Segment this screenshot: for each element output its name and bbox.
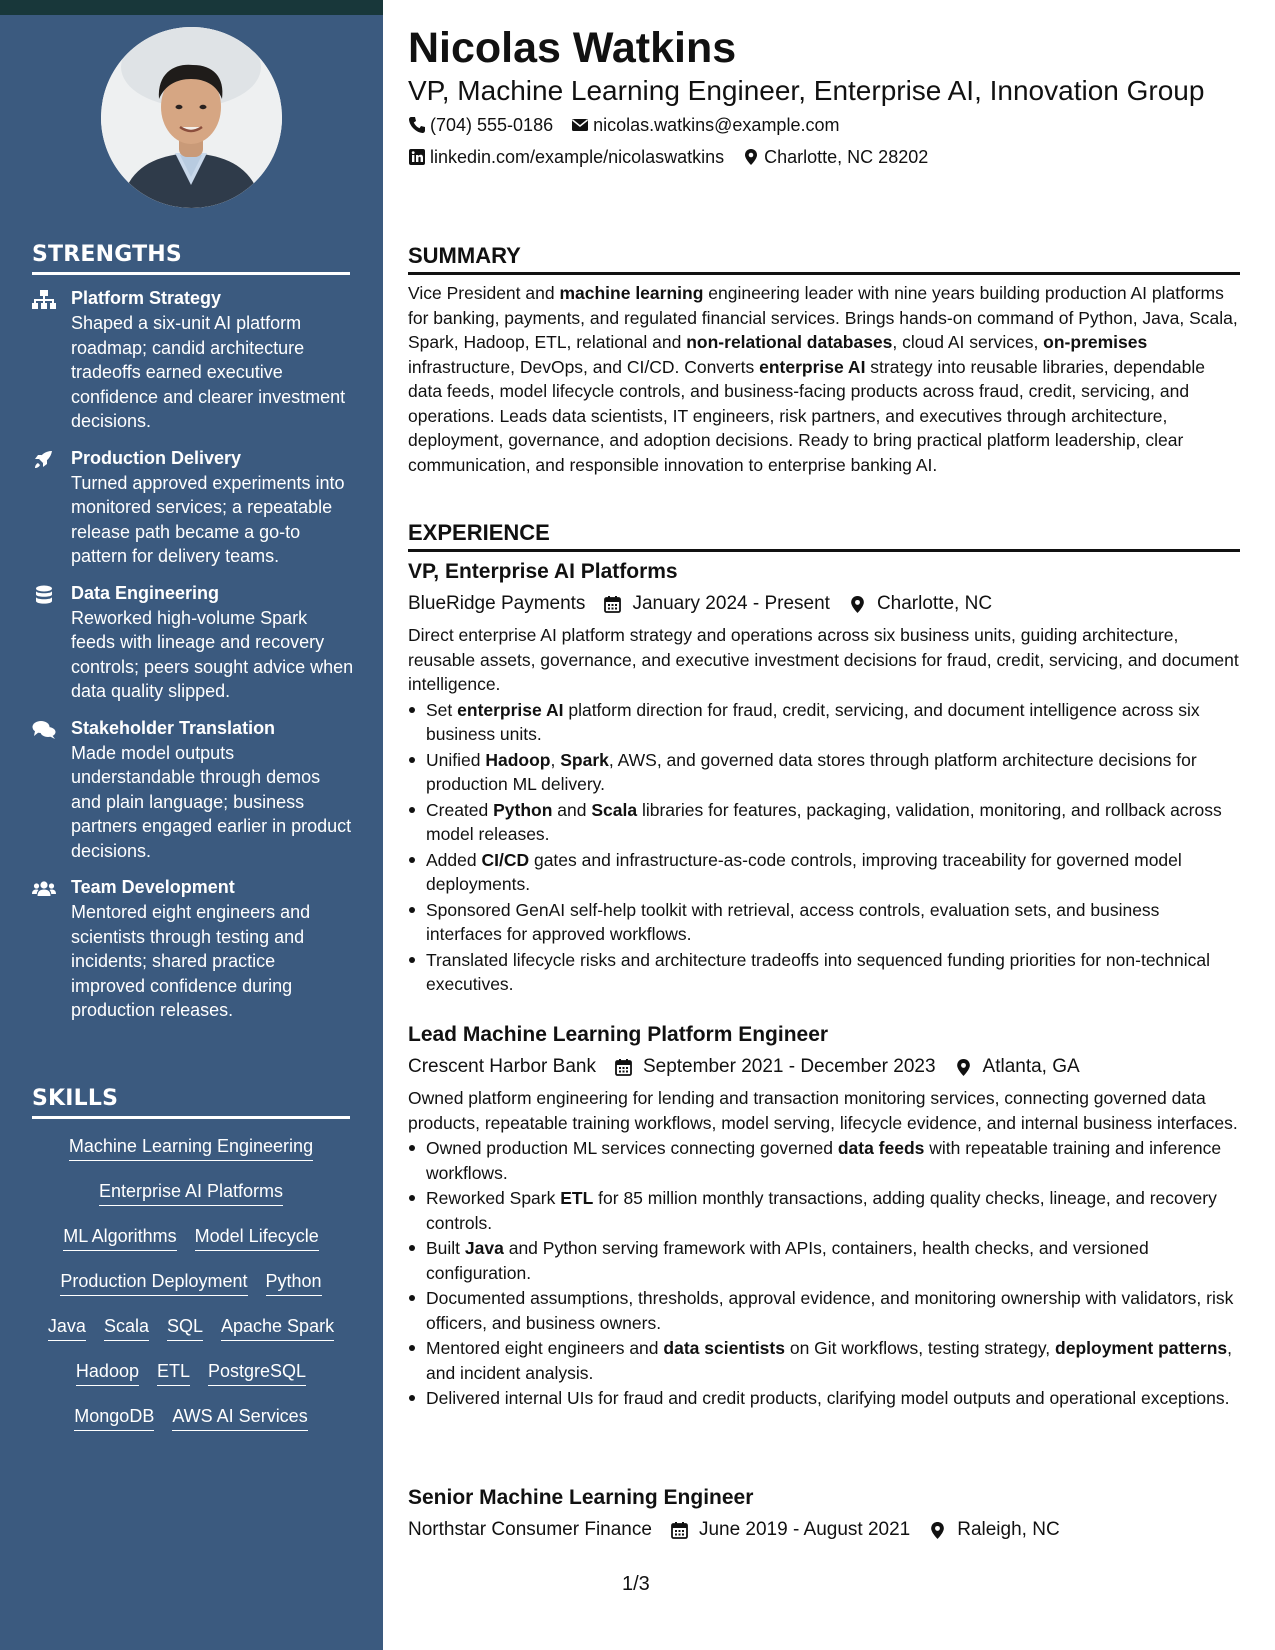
bullet-text: , and incident analysis. (426, 1338, 1233, 1383)
job-title: Senior Machine Learning Engineer (408, 1486, 754, 1509)
skill-tag: Machine Learning Engineering (69, 1134, 313, 1161)
strength-text: Shaped a six-unit AI platform roadmap; candid architecture tradeoffs earned executive confidence and clearer investment decisions. (71, 313, 346, 431)
job-meta (408, 1052, 1240, 1082)
bullet-bold: ETL (560, 1188, 594, 1208)
skill-tag: ML Algorithms (63, 1224, 176, 1251)
linkedin-text[interactable]: linkedin.com/example/nicolaswatkins (430, 147, 725, 167)
calendar-icon (603, 595, 622, 614)
job-company: Northstar Consumer Finance (408, 1519, 652, 1540)
job-description: Owned platform engineering for lending and transaction monitoring services, connecting governed data products, repeatable training workflows, model serving, lifecycle evidence, and internal business interfaces. (408, 1088, 1238, 1133)
bullet-text: on Git workflows, testing strategy, (784, 1338, 1056, 1358)
envelope-icon (571, 116, 589, 134)
job-dates-text: September 2021 - December 2023 (642, 1056, 936, 1077)
bullet-bold: Scala (591, 799, 638, 820)
skills-row (32, 1269, 350, 1314)
summary-segment-bold: non-relational databases (686, 332, 893, 352)
job-dates-text: June 2019 - August 2021 (698, 1519, 911, 1540)
job-title: Lead Machine Learning Platform Engineer (408, 1023, 829, 1046)
skills-row (32, 1224, 350, 1269)
strength-item (32, 286, 354, 434)
skill-tag: SQL (167, 1314, 203, 1341)
strength-title: Production Delivery (71, 447, 242, 468)
phone-text: (704) 555-0186 (430, 115, 554, 135)
bullet-text: Mentored eight engineers and (426, 1338, 664, 1358)
bullet-text: Delivered internal UIs for fraud and credit products, clarifying model outputs and operational exceptions. (426, 1388, 1230, 1408)
map-pin-icon (928, 1521, 947, 1540)
strength-text: Reworked high-volume Spark feeds with lineage and recovery controls; peers sought advice when data quality slipped. (71, 607, 354, 701)
strengths-heading: STRENGTHS (32, 242, 350, 275)
skills-row (32, 1359, 350, 1404)
contact-phone (408, 113, 553, 137)
bullet-text: libraries for features, packaging, validation, monitoring, and rollback across model releases. (426, 799, 1222, 844)
bullet-text: for 85 million monthly transactions, adding quality checks, lineage, and recovery controls. (426, 1188, 1217, 1233)
bullet-text: Sponsored GenAI self-help toolkit with retrieval, access controls, evaluation sets, and business interfaces for approved workflows. (426, 899, 1160, 944)
skill-tag: Enterprise AI Platforms (99, 1179, 283, 1206)
sitemap-icon (32, 290, 56, 310)
bullet-text: and (552, 799, 592, 820)
job-dates-text: January 2024 - Present (632, 593, 830, 614)
job-location-text: Atlanta, GA (982, 1056, 1080, 1077)
bullet-item (408, 948, 1240, 997)
bullet-text: Translated lifecycle risks and architecture tradeoffs into sequenced funding priorities for non-technical executives. (426, 949, 1211, 994)
strength-title: Team Development (71, 877, 235, 897)
bullet-text: gates and infrastructure-as-code controls, improving traceability for governed model deployments. (426, 849, 1182, 894)
page-number: 1/3 (622, 1573, 650, 1595)
job-title: VP, Enterprise AI Platforms (408, 560, 678, 583)
strength-text: Made model outputs understandable through demos and plain language; business partners engaged earlier in product decisions. (71, 742, 352, 861)
bullet-item (408, 748, 1240, 797)
summary-segment: infrastructure, DevOps, and CI/CD. Converts (408, 356, 760, 377)
skill-tag: Model Lifecycle (195, 1224, 319, 1251)
linkedin-icon (408, 148, 426, 166)
bullet-item (408, 1186, 1240, 1235)
job-company: BlueRidge Payments (408, 593, 586, 614)
skill-tag: ETL (157, 1359, 190, 1386)
job-entry (408, 1483, 1240, 1545)
job-location (848, 589, 992, 619)
summary-segment: Vice President and (408, 283, 560, 303)
job-location-text: Raleigh, NC (957, 1519, 1060, 1540)
phone-icon (408, 116, 426, 134)
bullet-bold: enterprise AI (457, 699, 564, 720)
bullet-item (408, 698, 1240, 747)
skills-heading: SKILLS (32, 1086, 350, 1119)
skill-tag: AWS AI Services (172, 1404, 307, 1431)
bullet-text: Owned production ML services connecting governed (426, 1138, 838, 1158)
skill-tag: PostgreSQL (208, 1359, 306, 1386)
summary-segment-bold: enterprise AI (759, 356, 866, 377)
profile-photo (101, 27, 282, 208)
calendar-icon (614, 1058, 633, 1077)
bullet-text: , AWS, and governed data stores through platform architecture decisions for production ML delivery. (426, 749, 1197, 794)
email-text[interactable]: nicolas.watkins@example.com (593, 115, 840, 135)
job-dates (614, 1052, 936, 1082)
job-meta (408, 589, 1240, 619)
candidate-name: Nicolas Watkins (408, 24, 737, 72)
strength-item (32, 446, 354, 569)
job-bullets (408, 698, 1240, 997)
summary-segment-bold: machine learning (559, 283, 704, 303)
avatar (101, 27, 282, 208)
bullet-bold: data scientists (663, 1338, 785, 1358)
map-pin-icon (848, 595, 867, 614)
job-bullets (408, 1136, 1240, 1411)
sidebar (0, 0, 383, 1650)
job-entry (408, 1020, 1240, 1412)
bullet-bold: CI/CD (481, 849, 530, 870)
job-description: Direct enterprise AI platform strategy and operations across six business units, guiding architecture, reusable assets, governance, and executive investment decisions for fraud, credit, servicing, and document intelligence. (408, 625, 1239, 694)
bullet-bold: Python (493, 799, 553, 820)
skills-row (32, 1179, 350, 1224)
job-location (954, 1052, 1080, 1082)
skills-row (32, 1404, 350, 1449)
bullet-item (408, 1136, 1240, 1185)
strength-item (32, 716, 354, 864)
bullet-text: Added (426, 849, 482, 870)
strength-text: Turned approved experiments into monitored services; a repeatable release path became a go-to pattern for delivery teams. (71, 472, 345, 566)
skill-tag: MongoDB (74, 1404, 154, 1431)
strength-text: Mentored eight engineers and scientists through testing and incidents; shared practice improved confidence during production releases. (71, 902, 311, 1020)
bullet-text: and Python serving framework with APIs, containers, health checks, and versioned configuration. (426, 1238, 1149, 1283)
map-pin-icon (742, 148, 760, 166)
summary-segment: strategy into reusable libraries, dependable data feeds, model lifecycle controls, and business-facing products across fraud, credit, servicing, and operations. Leads data scientists, IT engineers, risk partners, and executives through architecture, deployment, governance, and adoption decisions. Ready to bring practical platform leadership, clear communication, and responsible innovation to enterprise banking AI. (408, 356, 1205, 475)
location-text: Charlotte, NC 28202 (764, 147, 929, 167)
job-entry (408, 557, 1240, 998)
job-location (928, 1515, 1059, 1545)
job-dates (603, 589, 830, 619)
strength-item (32, 581, 354, 704)
bullet-text: Built (426, 1238, 465, 1258)
bullet-bold: Spark (560, 749, 609, 770)
top-band (0, 0, 383, 15)
experience-heading: EXPERIENCE (408, 518, 1240, 552)
users-icon (32, 879, 56, 899)
strength-title: Data Engineering (71, 582, 220, 603)
contact-row (408, 145, 928, 169)
strength-item (32, 875, 354, 1023)
bullet-bold: Java (464, 1238, 504, 1258)
calendar-icon (670, 1521, 689, 1540)
strength-title: Stakeholder Translation (71, 717, 276, 738)
bullet-item (408, 1336, 1240, 1385)
job-company: Crescent Harbor Bank (408, 1056, 596, 1077)
skills-row (32, 1134, 350, 1179)
skill-tag: Java (48, 1314, 86, 1341)
bullet-text: , (550, 749, 561, 770)
rocket-icon (32, 450, 56, 470)
summary-segment-bold: on-premises (1043, 332, 1148, 352)
bullet-text: Unified (426, 749, 486, 770)
bullet-bold: data feeds (837, 1138, 925, 1158)
skill-tag: Python (266, 1269, 322, 1296)
skills-list (32, 1134, 350, 1449)
skill-tag: Hadoop (76, 1359, 139, 1386)
bullet-text: platform direction for fraud, credit, servicing, and document intelligence across six business units. (426, 699, 1200, 744)
bullet-text: Created (426, 799, 494, 820)
skill-tag: Apache Spark (221, 1314, 334, 1341)
bullet-text: Set (426, 699, 458, 720)
bullet-item (408, 798, 1240, 847)
skill-tag: Production Deployment (60, 1269, 247, 1296)
bullet-bold: Hadoop (485, 749, 551, 770)
summary-segment: engineering leader with nine years building production AI platforms for banking, payments, and regulated financial services. Brings hands-on command of Python, Java, Scala, Spark, Hadoop, ETL, relational and (408, 283, 1238, 352)
strengths-list (32, 286, 354, 1035)
skills-row (32, 1314, 350, 1359)
bullet-item (408, 898, 1240, 947)
contact-location (742, 145, 928, 169)
bullet-item (408, 1236, 1240, 1285)
skill-tag: Scala (104, 1314, 149, 1341)
job-location-text: Charlotte, NC (876, 593, 993, 614)
bullet-text: Documented assumptions, thresholds, approval evidence, and monitoring ownership with validators, risk officers, and business owners. (426, 1288, 1234, 1333)
candidate-title: VP, Machine Learning Engineer, Enterprise AI, Innovation Group (408, 75, 1205, 106)
bullet-item (408, 1286, 1240, 1335)
bullet-item (408, 848, 1240, 897)
database-icon (32, 585, 56, 605)
summary-text (408, 281, 1240, 477)
summary-segment: , cloud AI services, (892, 332, 1044, 352)
summary-heading: SUMMARY (408, 241, 1240, 275)
job-dates (670, 1515, 910, 1545)
map-pin-icon (954, 1058, 973, 1077)
contact-linkedin[interactable] (408, 145, 724, 169)
bullet-bold: deployment patterns (1055, 1338, 1228, 1358)
contact-email[interactable] (571, 113, 839, 137)
contact-row (408, 113, 839, 137)
bullet-text: Reworked Spark (426, 1188, 561, 1208)
comments-icon (32, 720, 56, 740)
job-meta (408, 1515, 1240, 1545)
bullet-text: with repeatable training and inference workflows. (426, 1138, 1222, 1183)
strength-title: Platform Strategy (71, 288, 222, 308)
bullet-item (408, 1386, 1240, 1411)
